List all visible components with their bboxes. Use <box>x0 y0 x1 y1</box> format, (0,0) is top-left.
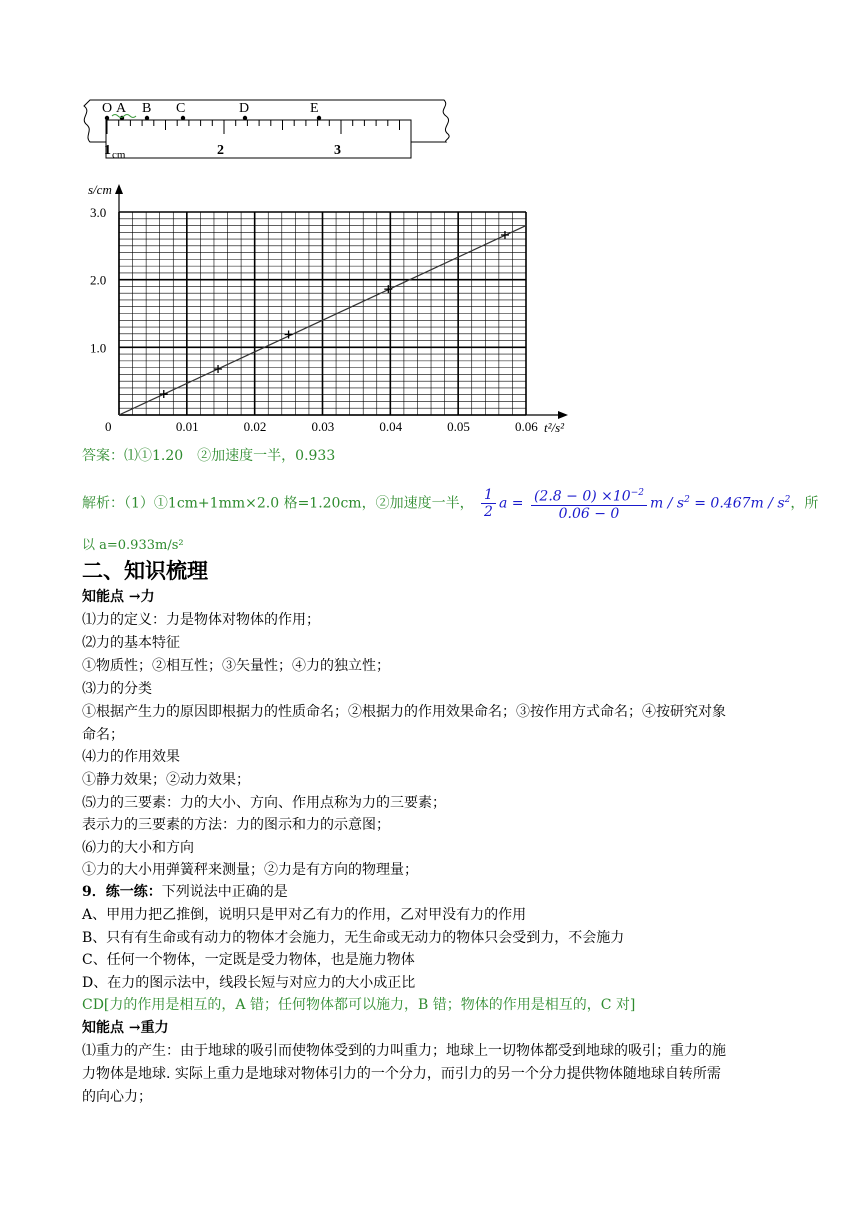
answer-text: ⑴①1.20 ②加速度一半，0.933 <box>124 448 336 464</box>
y-tick-label: 3.0 <box>90 205 107 220</box>
x-tick-label: 0.03 <box>311 419 335 434</box>
exercise-option-b: B、只有有生命或有动力的物体才会施力，无生命或无动力的物体只会受到力，不会施力 <box>82 930 625 946</box>
kp-force-line: 表示力的三要素的方法：力的图示和力的示意图； <box>82 817 390 833</box>
equals-sign: = <box>511 495 524 512</box>
kp-force-line: ①根据产生力的原因即根据力的性质命名；②根据力的作用效果命名；③按作用方式命名；④按研究对象 <box>82 704 726 720</box>
y-axis-arrow <box>115 184 123 194</box>
x-tick-label: 0.01 <box>175 419 199 434</box>
point-d-dot <box>243 116 247 120</box>
kp-force-line: ①物质性；②相互性；③矢量性；④力的独立性； <box>82 658 390 674</box>
exercise-answer: CD[力的作用是相互的，A 错；任何物体都可以施力，B 错；物体的作用是相互的，C 对] <box>82 997 636 1013</box>
exercise-question-text: 下列说法中正确的是 <box>161 884 288 900</box>
fraction-slope-exp: −2 <box>630 488 644 499</box>
y-axis-label: s/cm <box>88 182 112 197</box>
kp-force-line: ①静力效果；②动力效果； <box>82 772 250 788</box>
kp-force-line: 命名； <box>82 727 124 743</box>
fraction-slope <box>531 485 647 522</box>
fraction-half-num: 1 <box>481 487 496 504</box>
ruler-label-a: A <box>116 101 127 116</box>
kp-force-title: 知能点 →力 <box>82 589 155 605</box>
exercise-option-c: C、任何一个物体，一定既是受力物体，也是施力物体 <box>82 952 415 968</box>
point-c-dot <box>181 116 185 120</box>
y-tick-label: 1.0 <box>90 340 107 356</box>
ruler-scale-1: 1 <box>104 143 111 158</box>
s-t2-chart <box>80 178 590 440</box>
var-a: a <box>498 495 508 512</box>
ruler-figure <box>76 96 456 162</box>
ruler-label-o: O <box>102 101 113 116</box>
unit-ms2: m / s <box>649 495 685 512</box>
ruler-scale-2: 2 <box>217 143 224 158</box>
data-point <box>214 365 222 373</box>
x-tick-label: 0.02 <box>243 419 267 434</box>
kp-force-line: ⑴力的定义：力是物体对物体的作用； <box>82 612 320 628</box>
kp-force-line: ⑹力的大小和方向 <box>82 840 194 856</box>
kp-force-line: ⑶力的分类 <box>82 681 152 697</box>
analysis-suffix: ，所 <box>790 495 819 512</box>
answer-line <box>82 446 335 466</box>
y-tick-label: 2.0 <box>90 272 107 288</box>
x-axis-label: t²/s² <box>544 420 565 435</box>
point-b-dot <box>145 116 149 120</box>
kp-gravity-title: 知能点 →重力 <box>82 1020 169 1036</box>
analysis-result: = 0.467m / s <box>694 495 785 512</box>
kp-force-line: ⑷力的作用效果 <box>82 749 180 765</box>
ruler-label-d: D <box>239 101 250 116</box>
analysis-line: 解析：（1）①1cm+1mm×2.0 格=1.20cm，②加速度一半， $\frac{1}{2}$ a = $\frac{(2.8 - 0) \times 10^{-2}}{0.06 - 0}$ $m / s^2 = 0.467m / s^2$，所 <box>82 487 819 522</box>
fraction-slope-den: 0.06 − 0 <box>558 505 620 522</box>
analysis-line-2: 以 a=0.933m/s² <box>82 538 184 553</box>
x-tick-label: 0.05 <box>447 419 470 434</box>
ruler-scale-unit: cm <box>112 149 126 161</box>
fraction-slope-num: (2.8 − 0) ×10 <box>533 488 631 505</box>
point-o-dot <box>105 116 109 120</box>
section-title: 二、知识梳理 <box>82 558 208 583</box>
exercise-question <box>82 882 288 902</box>
kp-gravity-line: ⑴重力的产生：由于地球的吸引而使物体受到的力叫重力；地球上一切物体都受到地球的吸引；重力的施 <box>82 1043 726 1059</box>
kp-gravity-line: 的向心力； <box>82 1089 152 1105</box>
analysis-prefix: 解析：（1）①1cm+1mm×2.0 格=1.20cm，②加速度一半， <box>82 495 474 512</box>
fraction-half-den: 2 <box>484 504 493 521</box>
exercise-title: 9．练一练： <box>82 884 162 900</box>
ruler-label-c: C <box>176 101 186 116</box>
exercise-option-a: A、甲用力把乙推倒，说明只是甲对乙有力的作用，乙对甲没有力的作用 <box>82 907 527 923</box>
data-point <box>160 390 168 398</box>
ruler-scale-3: 3 <box>334 143 341 158</box>
point-e-dot <box>317 116 321 120</box>
kp-force-line: ⑸力的三要素：力的大小、方向、作用点称为力的三要素； <box>82 795 446 811</box>
kp-gravity-line: 力物体是地球. 实际上重力是地球对物体引力的一个分力，而引力的另一个分力提供物体随地球自转所需 <box>82 1066 721 1082</box>
x-tick-label: 0.06 <box>515 419 538 434</box>
kp-force-line: ①力的大小用弹簧秤来测量；②力是有方向的物理量； <box>82 862 418 878</box>
ruler-label-e: E <box>310 101 319 116</box>
x-axis-arrow <box>558 411 568 419</box>
exercise-option-d: D、在力的图示法中，线段长短与对应力的大小成正比 <box>82 975 416 991</box>
x-tick-label: 0.04 <box>379 419 403 434</box>
kp-force-line: ⑵力的基本特征 <box>82 635 180 651</box>
fraction-half <box>481 487 496 520</box>
answer-label: 答案： <box>82 448 124 464</box>
ruler-label-b: B <box>142 101 152 116</box>
x-tick-label: 0 <box>105 419 112 434</box>
